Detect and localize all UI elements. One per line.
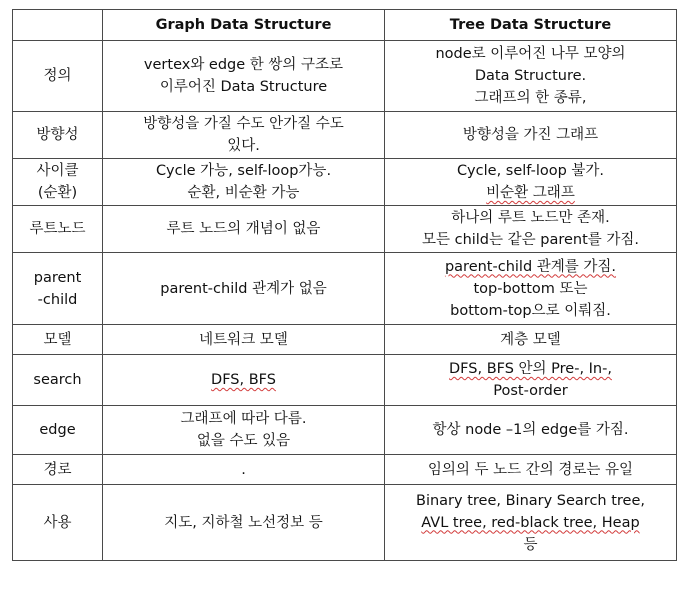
graph-parent-child-cell: parent-child 관계가 없음: [103, 253, 385, 325]
row-label-edge: edge: [13, 406, 103, 455]
table-row: [13, 406, 677, 455]
tree-cycle-cell: Cycle, self-loop 불가. 비순환 그래프: [385, 159, 677, 206]
row-label-model: 모델: [13, 325, 103, 355]
table-row: [13, 41, 677, 112]
graph-cycle-cell: Cycle 가능, self-loop가능. 순환, 비순환 가능: [103, 159, 385, 206]
row-label-definition: 정의: [13, 41, 103, 112]
row-label-usage: 사용: [13, 485, 103, 561]
table-header-row: [13, 10, 677, 41]
graph-direction-cell: 방향성을 가질 수도 안가질 수도 있다.: [103, 112, 385, 159]
table-row: [13, 325, 677, 355]
graph-model-cell: 네트워크 모델: [103, 325, 385, 355]
graph-search-cell: DFS, BFS: [103, 355, 385, 406]
row-label-parent-child: parent -child: [13, 253, 103, 325]
row-label-path: 경로: [13, 455, 103, 485]
graph-usage-cell: 지도, 지하철 노선정보 등: [103, 485, 385, 561]
tree-model-cell: 계층 모델: [385, 325, 677, 355]
header-tree: Tree Data Structure: [385, 10, 677, 41]
header-graph: Graph Data Structure: [103, 10, 385, 41]
comparison-table-container: [12, 9, 676, 589]
tree-search-cell: DFS, BFS 안의 Pre-, In-, Post-order: [385, 355, 677, 406]
graph-root-node-cell: 루트 노드의 개념이 없음: [103, 206, 385, 253]
table-row: [13, 206, 677, 253]
table-row: [13, 455, 677, 485]
header-corner-cell: [13, 10, 103, 41]
tree-usage-cell: Binary tree, Binary Search tree, AVL tree, red-black tree, Heap 등: [385, 485, 677, 561]
tree-edge-cell: 항상 node –1의 edge를 가짐.: [385, 406, 677, 455]
tree-direction-cell: 방향성을 가진 그래프: [385, 112, 677, 159]
row-label-cycle: 사이클 (순환): [13, 159, 103, 206]
tree-path-cell: 임의의 두 노드 간의 경로는 유일: [385, 455, 677, 485]
table-row: [13, 485, 677, 561]
table-row: [13, 355, 677, 406]
row-label-root-node: 루트노드: [13, 206, 103, 253]
comparison-table: [12, 9, 677, 561]
table-row: [13, 112, 677, 159]
table-row: [13, 253, 677, 325]
tree-parent-child-cell: parent-child 관계를 가짐. top-bottom 또는 bottom-top으로 이뤄짐.: [385, 253, 677, 325]
graph-path-cell: .: [103, 455, 385, 485]
graph-edge-cell: 그래프에 따라 다름. 없을 수도 있음: [103, 406, 385, 455]
tree-root-node-cell: 하나의 루트 노드만 존재. 모든 child는 같은 parent를 가짐.: [385, 206, 677, 253]
graph-definition-cell: vertex와 edge 한 쌍의 구조로 이루어진 Data Structure: [103, 41, 385, 112]
row-label-search: search: [13, 355, 103, 406]
row-label-direction: 방향성: [13, 112, 103, 159]
tree-definition-cell: node로 이루어진 나무 모양의 Data Structure. 그래프의 한 종류,: [385, 41, 677, 112]
table-row: [13, 159, 677, 206]
